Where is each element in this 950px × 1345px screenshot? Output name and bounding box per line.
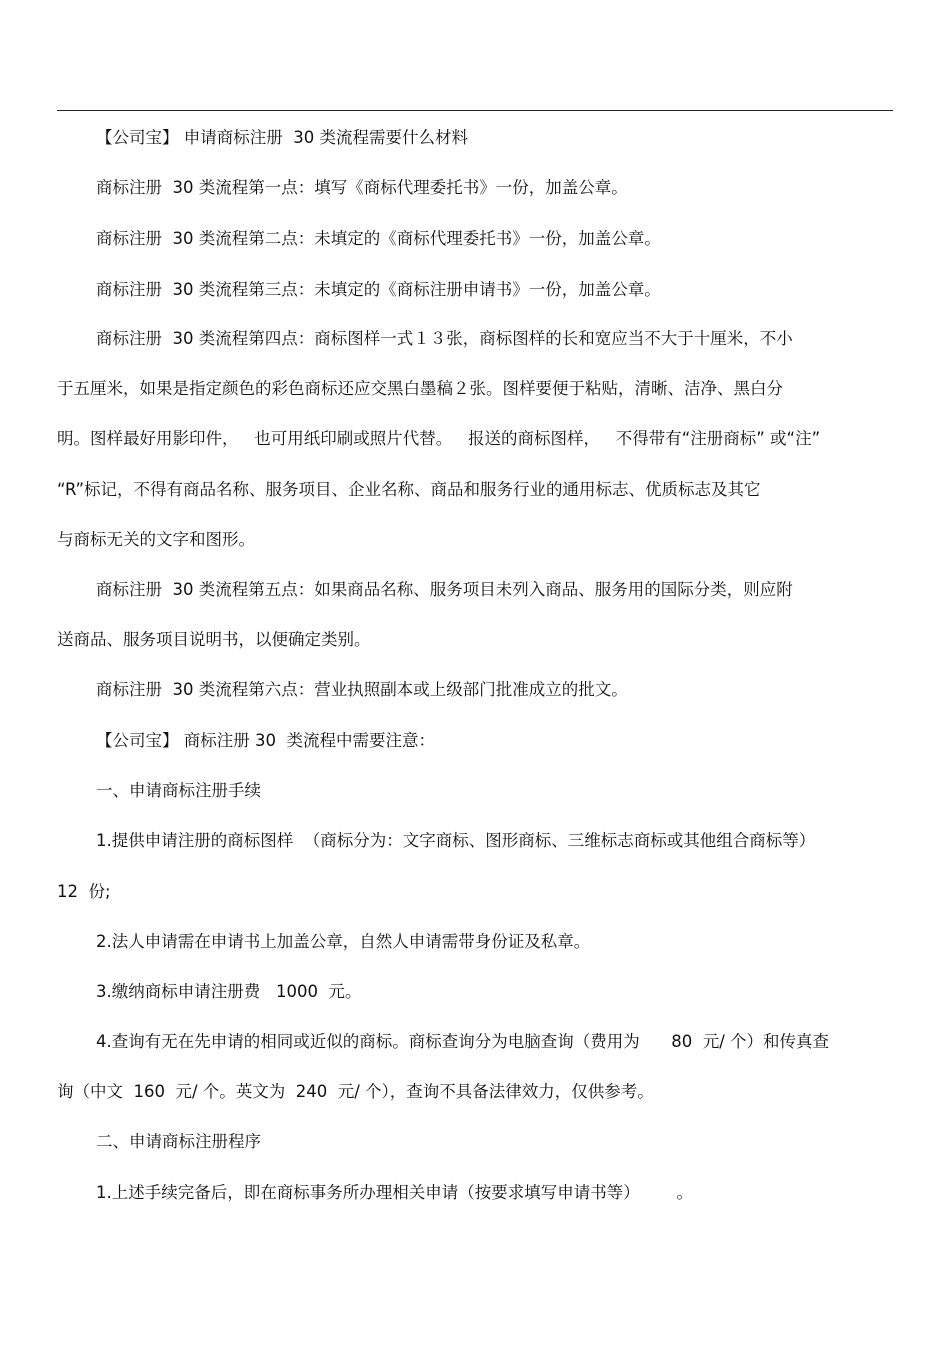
list-item: 询（中文 160 元/ 个。英文为 240 元/ 个），查询不具备法律效力，仅供参考。 (57, 1082, 654, 1101)
paragraph-line: 商标注册 30 类流程第六点：营业执照副本或上级部门批准成立的批文。 (96, 680, 628, 699)
paragraph-line: 商标注册 30 类流程第四点：商标图样一式１３张，商标图样的长和宽应当不大于十厘米，不小 (96, 329, 793, 348)
list-item: 3.缴纳商标申请注册费 1000 元。 (96, 982, 362, 1001)
section-heading: 【公司宝】 商标注册 30 类流程中需要注意： (96, 731, 435, 750)
paragraph-line: 于五厘米，如果是指定颜色的彩色商标还应交黑白墨稿２张。图样要便于粘贴，清晰、洁净、黑白分 (57, 379, 783, 398)
header-rule (57, 110, 893, 111)
document-title: 【公司宝】 申请商标注册 30 类流程需要什么材料 (96, 128, 468, 147)
paragraph-line: 明。图样最好用影印件， 也可用纸印刷或照片代替。 报送的商标图样， 不得带有“注册商标” 或“注” (57, 429, 821, 448)
paragraph-line: “R”标记，不得有商品名称、服务项目、企业名称、商品和服务行业的通用标志、优质标志及其它 (57, 480, 761, 499)
list-item: 1.上述手续完备后，即在商标事务所办理相关申请（按要求填写申请书等） 。 (96, 1183, 693, 1202)
list-item: 2.法人申请需在申请书上加盖公章，自然人申请需带身份证及私章。 (96, 932, 591, 951)
section-heading: 二、申请商标注册程序 (96, 1132, 261, 1151)
list-item: 12 份; (57, 882, 111, 901)
paragraph-line: 商标注册 30 类流程第三点：未填定的《商标注册申请书》一份，加盖公章。 (96, 280, 661, 299)
paragraph-line: 商标注册 30 类流程第一点：填写《商标代理委托书》一份，加盖公章。 (96, 178, 628, 197)
paragraph-line: 商标注册 30 类流程第五点：如果商品名称、服务项目未列入商品、服务用的国际分类，则应附 (96, 580, 793, 599)
paragraph-line: 与商标无关的文字和图形。 (57, 530, 255, 549)
section-heading: 一、申请商标注册手续 (96, 781, 261, 800)
list-item: 1.提供申请注册的商标图样 （商标分为：文字商标、图形商标、三维标志商标或其他组合商标等） (96, 831, 816, 850)
list-item: 4.查询有无在先申请的相同或近似的商标。商标查询分为电脑查询（费用为 80 元/ 个）和传真查 (96, 1032, 830, 1051)
paragraph-line: 送商品、服务项目说明书，以便确定类别。 (57, 630, 371, 649)
paragraph-line: 商标注册 30 类流程第二点：未填定的《商标代理委托书》一份，加盖公章。 (96, 229, 661, 248)
